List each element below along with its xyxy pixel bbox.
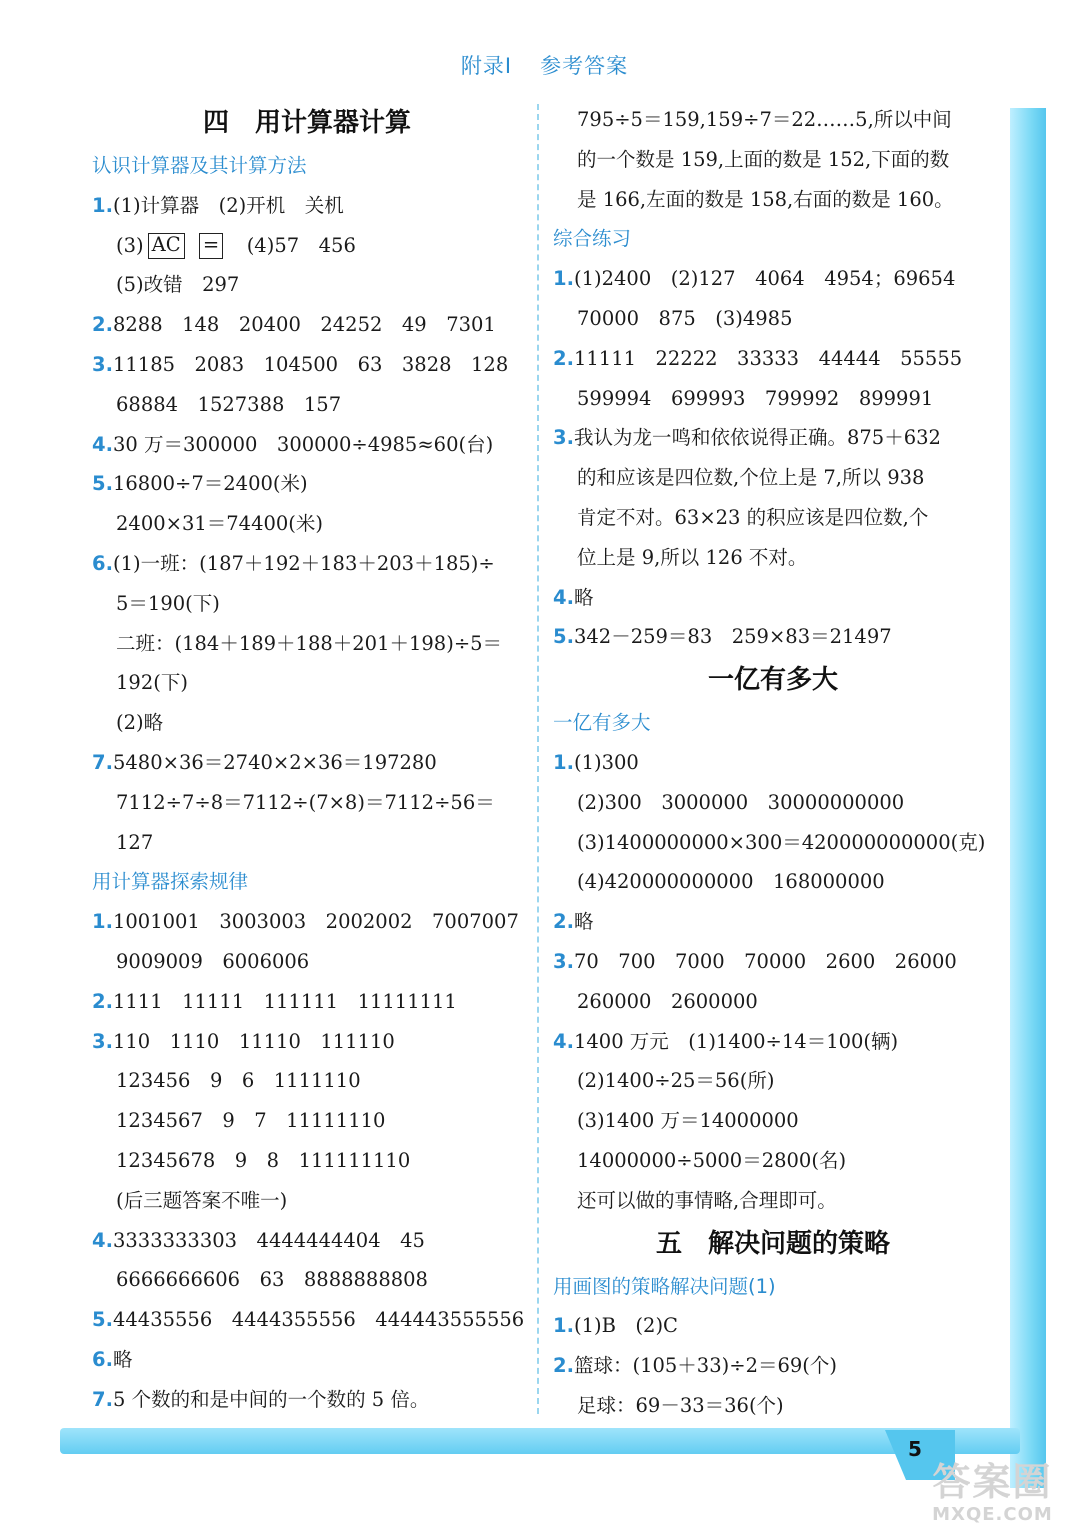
column-divider — [537, 104, 539, 1414]
answer-line — [92, 1061, 522, 1101]
answer-text: 12345678 9 8 111111110 — [116, 1148, 411, 1172]
answer-text: 还可以做的事情略,合理即可。 — [577, 1188, 837, 1212]
question-number: 5. — [92, 472, 113, 496]
answer-line — [92, 703, 522, 743]
answer-text: 16800÷7＝2400(米) — [112, 472, 308, 496]
answer-text: (1)计算器 (2)开机 关机 — [112, 193, 344, 217]
answer-text: 68884 1527388 157 — [116, 392, 342, 416]
answer-text: 5＝190(下) — [116, 591, 220, 615]
answer-line — [92, 663, 522, 703]
answer-line — [92, 265, 522, 305]
answer-text: 略 — [573, 910, 594, 934]
answer-line — [553, 339, 993, 379]
question-number: 7. — [92, 750, 113, 774]
question-number: 1. — [92, 910, 113, 934]
answer-line — [92, 743, 522, 783]
subsection-heading: 用画图的策略解决问题(1) — [553, 1274, 776, 1298]
answer-text: 14000000÷5000＝2800(名) — [577, 1148, 847, 1172]
answer-line — [553, 578, 993, 618]
answer-text: 1234567 9 7 11111110 — [116, 1109, 386, 1133]
answer-text: 123456 9 6 1111110 — [116, 1069, 361, 1093]
answer-line — [92, 186, 522, 226]
header-title: 参考答案 — [540, 54, 629, 78]
subsection-heading: 用计算器探索规律 — [92, 870, 249, 894]
watermark-logo — [905, 1460, 1080, 1532]
answer-line — [92, 1022, 522, 1062]
answer-line — [553, 862, 993, 902]
answer-text: (后三题答案不唯一) — [116, 1188, 288, 1212]
answer-line — [553, 1346, 993, 1386]
answer-text: 是 166,左面的数是 158,右面的数是 160。 — [577, 187, 954, 211]
answer-text: 192(下) — [116, 671, 188, 695]
answer-text: (1)300 — [573, 750, 639, 774]
left-column — [92, 100, 525, 1420]
answer-text: 110 1110 11110 111110 — [112, 1029, 395, 1053]
section-title: 四 用计算器计算 — [202, 108, 411, 138]
answer-line — [553, 982, 993, 1022]
question-number: 2. — [92, 989, 113, 1013]
question-number: 5. — [553, 625, 574, 649]
question-number: 4. — [553, 1029, 574, 1053]
answer-line — [92, 544, 522, 584]
answer-line — [553, 458, 993, 498]
answer-text: 我认为龙一鸣和依依说得正确。875＋632 — [573, 426, 941, 450]
answer-text: 11111 22222 33333 44444 55555 — [573, 346, 963, 370]
answer-text: 略 — [112, 1347, 133, 1371]
answer-line — [553, 617, 993, 657]
answer-text: (1)一班：(187＋192＋183＋203＋185)÷ — [112, 551, 495, 575]
answer-text: (1)2400 (2)127 4064 4954；69654 — [573, 267, 956, 291]
answer-text: 二班：(184＋189＋188＋201＋198)÷5＝ — [116, 631, 503, 655]
answer-line — [92, 385, 522, 425]
question-number: 4. — [92, 432, 113, 456]
watermark-logo-text: 答案圈 — [932, 1460, 1053, 1504]
answer-line — [553, 783, 993, 823]
answer-text: 篮球：(105＋33)÷2＝69(个) — [573, 1354, 838, 1378]
answer-line — [553, 538, 993, 578]
answer-line — [553, 1386, 993, 1426]
answer-line — [92, 464, 522, 504]
answer-text: 2400×31＝74400(米) — [116, 512, 324, 536]
answer-text: 70000 875 (3)4985 — [577, 306, 793, 330]
answer-line — [92, 226, 522, 266]
answer-text: 795÷5＝159,159÷7＝22……5,所以中间 — [577, 108, 952, 131]
answer-text: (4)57 456 — [246, 233, 356, 257]
answer-line — [553, 140, 993, 180]
answer-text: (5)改错 297 — [116, 273, 240, 297]
question-number: 7. — [92, 1387, 113, 1411]
answer-line — [553, 1101, 993, 1141]
question-number: 6. — [92, 551, 113, 575]
question-number: 2. — [553, 1354, 574, 1378]
answer-text: 1001001 3003003 2002002 7007007 — [112, 910, 519, 934]
answer-line — [553, 180, 993, 220]
answer-line — [92, 305, 522, 345]
answer-line — [92, 1221, 522, 1261]
question-number: 2. — [553, 910, 574, 934]
question-number: 1. — [553, 750, 574, 774]
question-number: 4. — [553, 585, 574, 609]
answer-text: 7112÷7÷8＝7112÷(7×8)＝7112÷56＝ — [116, 790, 495, 814]
answer-text: 70 700 7000 70000 2600 26000 — [573, 949, 957, 973]
answer-text: (3)1400000000×300＝420000000000(克) — [577, 830, 986, 854]
answer-text: 1111 11111 111111 11111111 — [112, 989, 457, 1013]
answer-line — [92, 942, 522, 982]
answer-line — [553, 1061, 993, 1101]
answer-text: (2)300 3000000 30000000000 — [577, 790, 905, 814]
answer-line — [553, 902, 993, 942]
answer-text: 127 — [116, 830, 154, 854]
calculator-key-equals: = — [199, 233, 223, 259]
subsection-heading: 认识计算器及其计算方法 — [92, 154, 307, 177]
answer-line — [92, 1300, 525, 1340]
subsection-heading: 综合练习 — [553, 227, 632, 251]
answer-line — [553, 418, 993, 458]
section-title: 五 解决问题的策略 — [655, 1228, 890, 1259]
answer-text: 足球：69－33＝36(个) — [577, 1393, 784, 1417]
answer-line — [92, 345, 522, 385]
answer-line — [92, 584, 522, 624]
question-number: 1. — [553, 267, 574, 291]
answer-line — [553, 1141, 993, 1181]
answer-line — [92, 624, 522, 664]
section-title: 一亿有多大 — [707, 665, 838, 696]
question-number: 5. — [92, 1308, 113, 1332]
page-number: 5 — [908, 1437, 922, 1461]
answer-text: 3333333303 4444444404 45 — [112, 1228, 425, 1252]
question-number: 6. — [92, 1347, 113, 1371]
subsection-heading: 一亿有多大 — [553, 711, 651, 735]
answer-text: 8288 148 20400 24252 49 7301 — [112, 313, 496, 337]
answer-text: 的和应该是四位数,个位上是 7,所以 938 — [577, 466, 925, 490]
answer-text: (2)略 — [116, 711, 164, 735]
answer-line — [553, 379, 993, 419]
page-header — [0, 50, 1089, 80]
answer-line — [92, 1141, 522, 1181]
answer-line — [553, 1181, 993, 1221]
answer-text: 1400 万元 (1)1400÷14＝100(辆) — [573, 1029, 899, 1053]
question-number: 3. — [553, 949, 574, 973]
answer-text: 11185 2083 104500 63 3828 128 — [112, 352, 509, 376]
answer-text: 肯定不对。63×23 的积应该是四位数,个 — [577, 505, 929, 529]
question-number: 2. — [92, 313, 113, 337]
answer-line — [553, 299, 993, 339]
question-number: 2. — [553, 346, 574, 370]
answer-line — [553, 259, 993, 299]
answer-text: 342－259＝83 259×83＝21497 — [573, 625, 892, 649]
answer-line — [92, 425, 522, 465]
question-number: 4. — [92, 1228, 113, 1252]
answer-text: 6666666606 63 8888888808 — [116, 1268, 428, 1292]
answer-line — [92, 902, 522, 942]
answer-line — [92, 982, 522, 1022]
answer-text: 5 个数的和是中间的一个数的 5 倍。 — [112, 1387, 430, 1411]
answer-line — [553, 743, 993, 783]
calculator-key-ac: AC — [148, 233, 185, 259]
answer-line — [553, 100, 993, 140]
answer-line — [92, 1181, 522, 1221]
answer-line — [553, 498, 993, 538]
answer-line — [92, 783, 522, 823]
answer-line — [92, 504, 522, 544]
appendix-label: 附录Ⅰ — [460, 54, 513, 78]
answer-text: 599994 699993 799992 899991 — [577, 386, 934, 410]
answer-line — [92, 1260, 522, 1300]
answer-text: (3)1400 万＝14000000 — [577, 1109, 799, 1133]
answer-text: 44435556 4444355556 444443555556 — [112, 1308, 525, 1332]
right-column — [553, 100, 993, 1426]
answer-text: (4)420000000000 168000000 — [577, 870, 885, 894]
question-number: 1. — [92, 193, 113, 217]
answer-text: 260000 2600000 — [577, 989, 758, 1013]
answer-line — [92, 1340, 522, 1380]
answer-line — [553, 1022, 993, 1062]
question-number: 3. — [553, 426, 574, 450]
answer-line — [553, 1306, 993, 1346]
answer-text: (2)1400÷25＝56(所) — [577, 1069, 775, 1093]
answer-text: 位上是 9,所以 126 不对。 — [577, 545, 808, 569]
decorative-bottom-band — [60, 1428, 1020, 1454]
decorative-right-band — [1010, 108, 1046, 1488]
answer-text: (1)B (2)C — [573, 1314, 678, 1338]
answer-text: 5480×36＝2740×2×36＝197280 — [112, 750, 437, 774]
answer-line — [553, 942, 993, 982]
answer-text: 30 万＝300000 300000÷4985≈60(台) — [112, 432, 494, 456]
question-number: 3. — [92, 352, 113, 376]
answer-text: 的一个数是 159,上面的数是 152,下面的数 — [577, 147, 950, 171]
answer-line — [553, 823, 993, 863]
answer-line — [92, 1101, 522, 1141]
watermark-url: MXQE.COM — [932, 1504, 1053, 1525]
question-number: 3. — [92, 1029, 113, 1053]
answer-text: 略 — [573, 585, 594, 609]
answer-text: (3) — [116, 233, 144, 257]
question-number: 1. — [553, 1314, 574, 1338]
answer-text: 9009009 6006006 — [116, 949, 310, 973]
answer-line — [92, 1380, 522, 1420]
answer-line — [92, 823, 522, 863]
